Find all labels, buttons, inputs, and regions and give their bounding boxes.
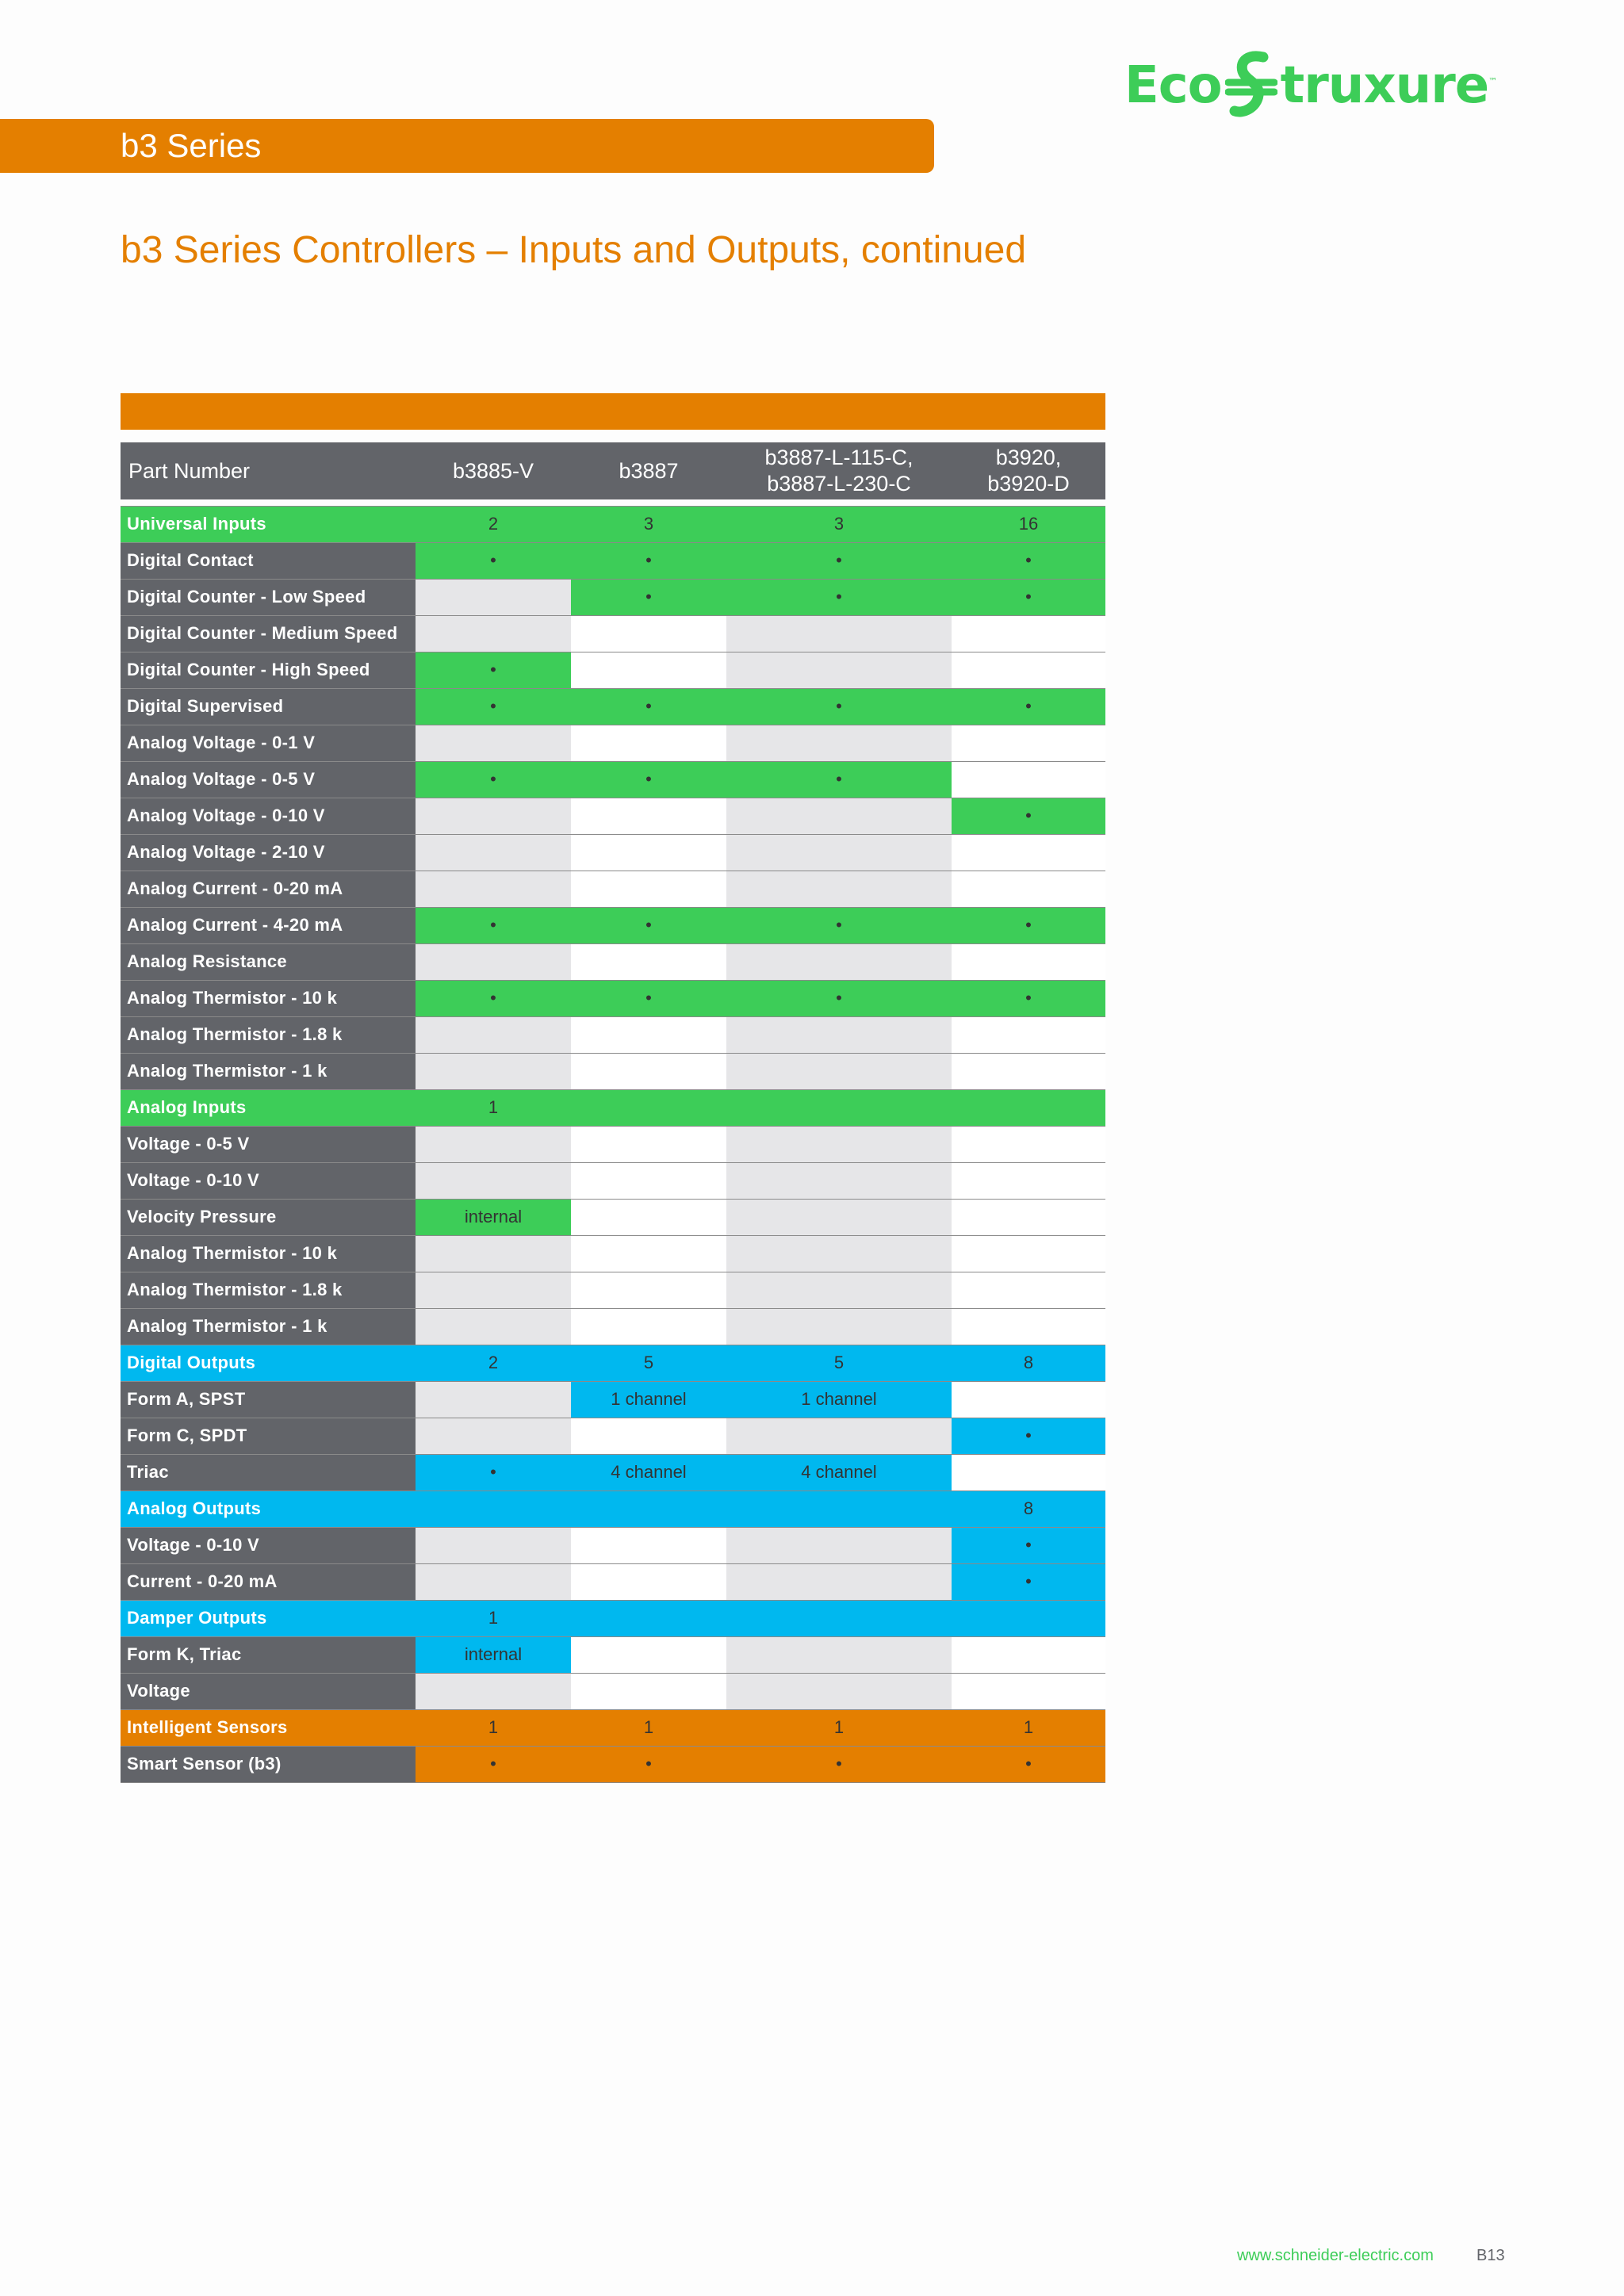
header-line: b3887	[619, 458, 679, 483]
ecostruxure-s-icon	[1225, 51, 1277, 121]
section-row	[121, 1490, 1105, 1527]
table-row	[121, 1016, 1105, 1053]
table-row	[121, 688, 1105, 725]
table-row	[121, 1053, 1105, 1089]
row-label: Analog Voltage - 0-1 V	[121, 725, 416, 761]
table-cell	[571, 1600, 726, 1636]
table-cell	[571, 1199, 726, 1235]
trademark-symbol: ™	[1488, 76, 1498, 86]
table-cell	[952, 1454, 1105, 1490]
table-row	[121, 1673, 1105, 1709]
table-cell: •	[952, 1527, 1105, 1563]
table-cell	[726, 1126, 952, 1162]
header-line: b3887-L-115-C,	[764, 446, 914, 469]
table-row	[121, 1454, 1105, 1490]
table-cell	[416, 943, 571, 980]
table-cell: •	[416, 1746, 571, 1782]
page-title: b3 Series Controllers – Inputs and Outputs, continued	[121, 229, 1027, 271]
table-cell	[952, 1600, 1105, 1636]
row-label: Digital Counter - High Speed	[121, 652, 416, 688]
table-row	[121, 907, 1105, 943]
table-cell	[571, 1418, 726, 1454]
ecostruxure-logo	[1124, 48, 1505, 124]
table-cell	[571, 1126, 726, 1162]
row-label: Analog Voltage - 0-10 V	[121, 798, 416, 834]
table-cell: •	[571, 1746, 726, 1782]
table-cell	[416, 1235, 571, 1272]
table-cell: 1	[416, 1600, 571, 1636]
table-cell	[571, 652, 726, 688]
table-cell	[571, 798, 726, 834]
table-cell	[726, 615, 952, 652]
table-row	[121, 1746, 1105, 1782]
table-cell: 1 channel	[726, 1381, 952, 1418]
row-label: Voltage - 0-5 V	[121, 1126, 416, 1162]
table-row	[121, 652, 1105, 688]
table-cell: •	[416, 980, 571, 1016]
table-cell	[416, 1673, 571, 1709]
table-cell	[416, 1308, 571, 1345]
page-number: B13	[1477, 2247, 1505, 2264]
table-cell	[416, 834, 571, 871]
table-cell: •	[416, 1454, 571, 1490]
row-label: Analog Outputs	[121, 1490, 416, 1527]
header-line: b3920-D	[987, 472, 1070, 496]
row-label: Digital Supervised	[121, 688, 416, 725]
table-cell	[726, 1600, 952, 1636]
row-label: Universal Inputs	[121, 506, 416, 542]
table-cell	[726, 725, 952, 761]
table-cell: •	[952, 798, 1105, 834]
table-cell: •	[416, 542, 571, 579]
row-label: Voltage - 0-10 V	[121, 1162, 416, 1199]
row-label: Analog Thermistor - 10 k	[121, 980, 416, 1016]
table-cell	[952, 761, 1105, 798]
table-row	[121, 943, 1105, 980]
header-line: b3920,	[995, 446, 1062, 469]
spacer-cell	[121, 499, 1105, 506]
header-line: b3885-V	[452, 458, 534, 483]
table-cell	[416, 1016, 571, 1053]
row-label: Analog Resistance	[121, 943, 416, 980]
table-cell: •	[726, 980, 952, 1016]
table-cell: •	[952, 542, 1105, 579]
section-header-band: b3 Series	[0, 119, 934, 173]
table-cell	[952, 1272, 1105, 1308]
table-cell: •	[571, 980, 726, 1016]
table-cell	[726, 1636, 952, 1673]
table-cell	[416, 798, 571, 834]
table-cell	[416, 1418, 571, 1454]
table-cell	[416, 725, 571, 761]
table-cell	[952, 1235, 1105, 1272]
table-row	[121, 1636, 1105, 1673]
row-label: Smart Sensor (b3)	[121, 1746, 416, 1782]
header-col-b3885-v	[416, 442, 571, 499]
row-label: Intelligent Sensors	[121, 1709, 416, 1746]
table-cell	[571, 1272, 726, 1308]
table-cell	[952, 1016, 1105, 1053]
table-cell	[416, 1126, 571, 1162]
table-cell	[726, 1162, 952, 1199]
table-row	[121, 1418, 1105, 1454]
table-cell	[726, 1490, 952, 1527]
table-cell: 1	[416, 1709, 571, 1746]
io-spec-table	[121, 442, 1105, 1783]
table-cell	[726, 1016, 952, 1053]
table-cell	[726, 652, 952, 688]
table-cell: 3	[726, 506, 952, 542]
table-row	[121, 1381, 1105, 1418]
table-cell	[726, 1673, 952, 1709]
table-cell: •	[571, 579, 726, 615]
table-cell	[416, 1162, 571, 1199]
table-cell: 1	[952, 1709, 1105, 1746]
table-row	[121, 1308, 1105, 1345]
table-cell	[726, 1418, 952, 1454]
row-label: Voltage - 0-10 V	[121, 1527, 416, 1563]
table-cell	[416, 871, 571, 907]
table-cell: •	[571, 688, 726, 725]
table-cell	[726, 1527, 952, 1563]
row-label: Digital Contact	[121, 542, 416, 579]
table-cell	[571, 1673, 726, 1709]
table-cell	[952, 1199, 1105, 1235]
table-cell: internal	[416, 1636, 571, 1673]
table-cell	[416, 615, 571, 652]
table-row	[121, 1235, 1105, 1272]
table-cell	[952, 725, 1105, 761]
table-cell: •	[416, 761, 571, 798]
table-cell	[952, 1162, 1105, 1199]
table-row	[121, 798, 1105, 834]
header-line: b3887-L-230-C	[767, 472, 911, 496]
table-cell	[726, 834, 952, 871]
header-col-b3920	[952, 442, 1105, 499]
table-cell	[952, 1381, 1105, 1418]
table-cell	[952, 1636, 1105, 1673]
table-cell	[416, 1053, 571, 1089]
section-row	[121, 1709, 1105, 1746]
table-row	[121, 579, 1105, 615]
row-label: Analog Thermistor - 1 k	[121, 1053, 416, 1089]
row-label: Analog Current - 0-20 mA	[121, 871, 416, 907]
table-cell: •	[571, 907, 726, 943]
logo-text-eco: Eco	[1124, 56, 1222, 115]
table-cell	[952, 652, 1105, 688]
table-cell: •	[571, 542, 726, 579]
table-cell: 3	[571, 506, 726, 542]
table-cell	[726, 1563, 952, 1600]
table-header-row	[121, 442, 1105, 499]
table-cell: •	[571, 761, 726, 798]
table-cell: 2	[416, 1345, 571, 1381]
table-row	[121, 1199, 1105, 1235]
table-cell: •	[416, 907, 571, 943]
table-cell: 4 channel	[726, 1454, 952, 1490]
table-cell	[726, 1199, 952, 1235]
row-label: Form K, Triac	[121, 1636, 416, 1673]
row-label: Analog Thermistor - 1 k	[121, 1308, 416, 1345]
table-cell	[416, 1527, 571, 1563]
table-cell	[571, 1162, 726, 1199]
table-cell: 1 channel	[571, 1381, 726, 1418]
table-cell	[571, 1308, 726, 1345]
table-cell	[416, 1490, 571, 1527]
table-cell	[952, 615, 1105, 652]
table-cell	[726, 1089, 952, 1126]
table-cell	[726, 1272, 952, 1308]
table-cell	[571, 943, 726, 980]
row-label: Digital Counter - Low Speed	[121, 579, 416, 615]
table-cell	[571, 1016, 726, 1053]
table-cell	[952, 1308, 1105, 1345]
table-cell	[952, 1089, 1105, 1126]
table-row	[121, 761, 1105, 798]
section-row	[121, 1089, 1105, 1126]
table-cell	[726, 798, 952, 834]
table-row	[121, 834, 1105, 871]
row-label: Form A, SPST	[121, 1381, 416, 1418]
section-row	[121, 1600, 1105, 1636]
table-row	[121, 615, 1105, 652]
table-cell: •	[952, 1418, 1105, 1454]
table-row	[121, 871, 1105, 907]
row-label: Digital Counter - Medium Speed	[121, 615, 416, 652]
table-cell: 5	[726, 1345, 952, 1381]
table-cell: •	[726, 761, 952, 798]
table-cell	[726, 1235, 952, 1272]
table-cell: •	[952, 579, 1105, 615]
table-cell: •	[952, 688, 1105, 725]
header-col-b3887	[571, 442, 726, 499]
table-cell: 2	[416, 506, 571, 542]
table-cell	[571, 1563, 726, 1600]
table-cell: 4 channel	[571, 1454, 726, 1490]
table-cell: •	[416, 688, 571, 725]
table-cell	[952, 1053, 1105, 1089]
table-cell	[416, 1381, 571, 1418]
header-spacer	[121, 499, 1105, 506]
table-cell	[571, 1235, 726, 1272]
table-cell	[952, 834, 1105, 871]
table-cell	[952, 1126, 1105, 1162]
table-cell	[571, 615, 726, 652]
row-label: Analog Thermistor - 1.8 k	[121, 1016, 416, 1053]
table-cell	[571, 1636, 726, 1673]
table-cell: •	[952, 1746, 1105, 1782]
table-row	[121, 1272, 1105, 1308]
section-row	[121, 506, 1105, 542]
row-label: Velocity Pressure	[121, 1199, 416, 1235]
table-cell	[416, 579, 571, 615]
table-cell	[571, 834, 726, 871]
table-cell	[726, 943, 952, 980]
table-cell	[952, 1673, 1105, 1709]
table-cell: •	[726, 542, 952, 579]
header-col-b3887-l	[726, 442, 952, 499]
table-cell	[571, 1490, 726, 1527]
table-cell: •	[952, 907, 1105, 943]
table-cell: •	[416, 652, 571, 688]
table-cell	[571, 1527, 726, 1563]
table-row	[121, 1162, 1105, 1199]
table-row	[121, 542, 1105, 579]
table-row	[121, 1563, 1105, 1600]
table-cell	[416, 1272, 571, 1308]
table-row	[121, 1527, 1105, 1563]
table-row	[121, 1126, 1105, 1162]
row-label: Analog Current - 4-20 mA	[121, 907, 416, 943]
row-label: Analog Thermistor - 10 k	[121, 1235, 416, 1272]
table-cell: 5	[571, 1345, 726, 1381]
table-cell: 8	[952, 1490, 1105, 1527]
row-label: Form C, SPDT	[121, 1418, 416, 1454]
table-cell	[571, 1089, 726, 1126]
table-cell	[726, 1308, 952, 1345]
row-label: Analog Voltage - 0-5 V	[121, 761, 416, 798]
table-cell: 1	[571, 1709, 726, 1746]
header-part-number: Part Number	[121, 442, 416, 499]
table-cell	[952, 871, 1105, 907]
table-title-strip	[121, 393, 1105, 430]
table-cell: 1	[726, 1709, 952, 1746]
table-row	[121, 980, 1105, 1016]
table-cell: 8	[952, 1345, 1105, 1381]
table-cell: internal	[416, 1199, 571, 1235]
table-cell: •	[952, 980, 1105, 1016]
table-cell	[726, 871, 952, 907]
table-cell	[571, 1053, 726, 1089]
table-body	[121, 506, 1105, 1782]
table-cell	[952, 943, 1105, 980]
table-cell	[416, 1563, 571, 1600]
row-label: Analog Inputs	[121, 1089, 416, 1126]
table-cell: •	[726, 907, 952, 943]
row-label: Damper Outputs	[121, 1600, 416, 1636]
footer-url: www.schneider-electric.com	[1237, 2247, 1434, 2264]
section-row	[121, 1345, 1105, 1381]
row-label: Analog Thermistor - 1.8 k	[121, 1272, 416, 1308]
table-cell	[726, 1053, 952, 1089]
table-row	[121, 725, 1105, 761]
table-cell: •	[726, 688, 952, 725]
row-label: Digital Outputs	[121, 1345, 416, 1381]
logo-text-truxure: truxure	[1280, 56, 1489, 115]
table-cell: •	[952, 1563, 1105, 1600]
row-label: Triac	[121, 1454, 416, 1490]
table-cell: 1	[416, 1089, 571, 1126]
table-cell: •	[726, 579, 952, 615]
table-cell	[571, 871, 726, 907]
table-cell	[571, 725, 726, 761]
row-label: Current - 0-20 mA	[121, 1563, 416, 1600]
table-cell: •	[726, 1746, 952, 1782]
row-label: Analog Voltage - 2-10 V	[121, 834, 416, 871]
row-label: Voltage	[121, 1673, 416, 1709]
table-cell: 16	[952, 506, 1105, 542]
